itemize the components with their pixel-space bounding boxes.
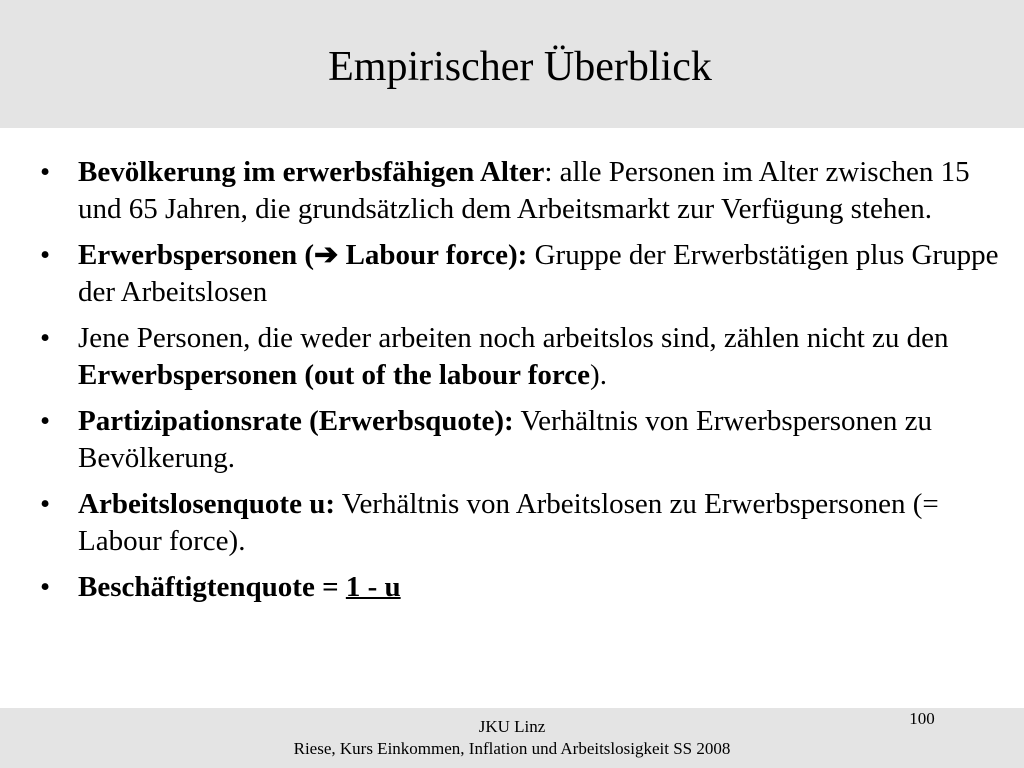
bullet-item: • Bevölkerung im erwerbsfähigen Alter: alle Personen im Alter zwischen 15 und 65 Jahren, die grundsätzlich dem Arbeitsmarkt zur Verfügung stehen. xyxy=(78,154,1018,228)
bullet-item: • Beschäftigtenquote = 1 - u xyxy=(78,569,1018,606)
bullet-item: • Arbeitslosenquote u: Verhältnis von Arbeitslosen zu Erwerbspersonen (= Labour force). xyxy=(78,486,1018,560)
footer-organization: JKU Linz xyxy=(478,717,546,736)
bullet-item: • Jene Personen, die weder arbeiten noch arbeitslos sind, zählen nicht zu den Erwerbspersonen (out of the labour force). xyxy=(78,320,1018,394)
bullet-list xyxy=(78,154,1018,615)
footer-course: Riese, Kurs Einkommen, Inflation und Arbeitslosigkeit SS 2008 xyxy=(293,739,731,758)
slide-title: Empirischer Überblick xyxy=(328,44,712,90)
right-arrow-icon: ➔ xyxy=(314,239,339,271)
bullet-item: • Partizipationsrate (Erwerbsquote): Verhältnis von Erwerbspersonen zu Bevölkerung. xyxy=(78,403,1018,477)
page-number: 100 xyxy=(909,709,935,728)
bullet-item: • Erwerbspersonen (➔ Labour force): Gruppe der Erwerbstätigen plus Gruppe der Arbeitslosen xyxy=(78,237,1018,311)
